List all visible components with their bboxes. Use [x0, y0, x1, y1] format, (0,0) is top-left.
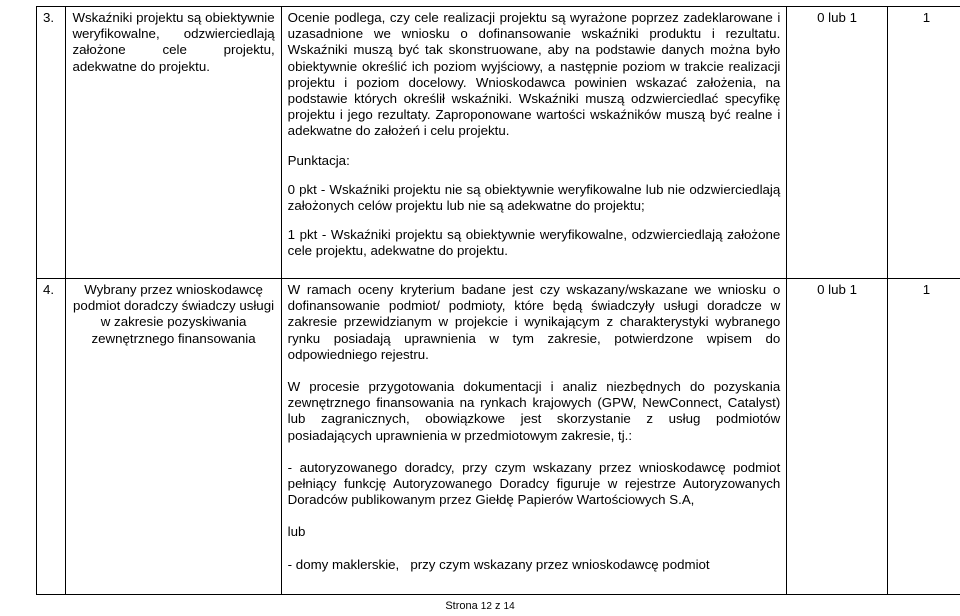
scoring-option-0: 0 pkt - Wskaźniki projektu nie są obiektywnie weryfikowalne lub nie odzwierciedlają założonych celów projektu lub nie są adekwatne do projektu; [287, 181, 781, 214]
description-paragraph: lub [287, 524, 306, 540]
page-footer [0, 600, 960, 612]
page-label: Strona [445, 600, 478, 612]
criterion-name: Wskaźniki projektu są obiektywnie weryfikowalne, odzwierciedlają założone cele projektu, adekwatne do projektu. [66, 7, 281, 279]
criterion-number: 4. [37, 279, 66, 595]
description-paragraph: Ocenie podlega, czy cele realizacji projektu są wyrażone poprzez zadeklarowane i uzasadnione we wniosku o dofinansowanie wskaźniki produktu i rezultatu. Wskaźniki muszą być tak skonstruowane, aby na podstawie danych można było obiektywnie określić ich poziom wyjściowy, a następnie poziom w trakcie realizacji projektu i poziom docelowy. Wnioskodawca powinien wskazać założenia, na podstawie których określił wskaźniki. Wskaźniki muszą odzwierciedlać specyfikę projektu i jego rezultaty. Zaproponowane wartości wskaźników muszą być realne i adekwatne do założeń i celu projektu. [287, 10, 781, 139]
criterion-weight: 1 [887, 279, 960, 595]
criterion-points: 0 lub 1 [787, 279, 888, 595]
scoring-heading: Punktacja: [287, 152, 350, 168]
description-paragraph: - autoryzowanego doradcy, przy czym wskazany przez wnioskodawcę podmiot pełniący funkcję Autoryzowanego Doradcy figuruje w rejestrze Autoryzowanych Doradców publikowanym przez Giełdę Papierów Wartościowych S.A, [287, 459, 781, 508]
description-paragraph: W procesie przygotowania dokumentacji i analiz niezbędnych do pozyskania zewnętrznego finansowania na rynkach krajowych (GPW, NewConnect, Catalyst) lub zagranicznych, obowiązkowe jest skorzystanie z usług podmiotów posiadających uprawnienia w przedmiotowym zakresie, tj.: [287, 379, 781, 443]
description-paragraph: W ramach oceny kryterium badane jest czy wskazany/wskazane we wniosku o dofinansowanie podmiot/ podmioty, które będą świadczyły usługi doradcze w zakresie przewidzianym w projekcie i wynikającym z charakterystyki wybranego rynku posiadają uprawnienia w tym zakresie, potwierdzone wpisem do odpowiedniego rejestru. [287, 282, 781, 362]
page-total: 14 [503, 601, 515, 612]
criterion-number: 3. [37, 7, 66, 279]
table-row [37, 279, 960, 595]
page-of: z [494, 600, 501, 612]
description-paragraph: - domy maklerskie, przy czym wskazany przez wnioskodawcę podmiot [287, 556, 710, 572]
criterion-weight: 1 [887, 7, 960, 279]
criterion-name: Wybrany przez wnioskodawcę podmiot doradczy świadczy usługi w zakresie pozyskiwania zewnętrznego finansowania [66, 279, 281, 595]
criterion-points: 0 lub 1 [787, 7, 888, 279]
page-current: 12 [480, 601, 492, 612]
criterion-description [281, 7, 787, 279]
table-row [37, 7, 960, 279]
criteria-table [36, 6, 960, 595]
scoring-option-1: 1 pkt - Wskaźniki projektu są obiektywnie weryfikowalne, odzwierciedlają założone cele projektu, adekwatne do projektu. [287, 227, 781, 259]
criterion-description [281, 279, 787, 595]
